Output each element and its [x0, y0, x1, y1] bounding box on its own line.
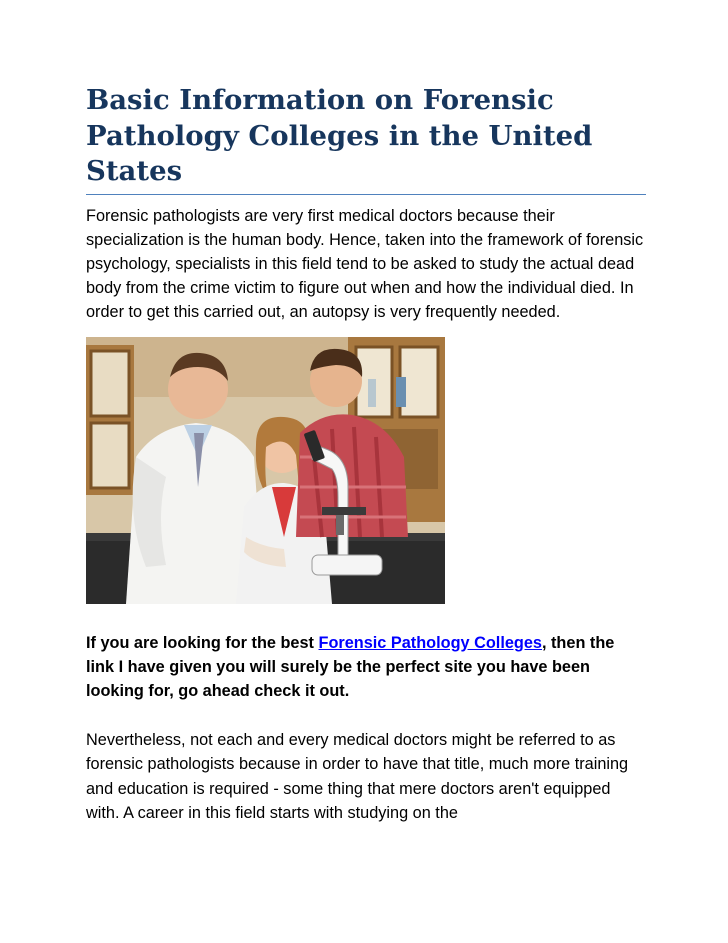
callout-text-after: , then the link I have given you will surely be the perfect site you have been looking for, go ahead check it out. — [86, 633, 615, 700]
lab-microscope-photo — [86, 337, 445, 604]
callout-paragraph — [86, 631, 646, 704]
document-title: Basic Information on Forensic Pathology Colleges in the United States — [86, 83, 646, 195]
body-paragraph: Nevertheless, not each and every medical doctors might be referred to as forensic pathologists because in order to have that title, much more training and education is required - some thing that mere doctors aren't equipped with. A career in this field starts with studying on the — [86, 731, 629, 822]
callout-text-before: If you are looking for the best — [86, 633, 319, 652]
forensic-pathology-colleges-link[interactable]: Forensic Pathology Colleges — [318, 633, 542, 652]
intro-paragraph: Forensic pathologists are very first medical doctors because their specialization is the human body. Hence, taken into the framework of forensic psychology, specialists in this field tend to be asked to study the actual dead body from the crime victim to figure out when and how the individual died. In order to get this carried out, an autopsy is very frequently needed. — [86, 206, 644, 322]
document-page — [86, 83, 646, 825]
